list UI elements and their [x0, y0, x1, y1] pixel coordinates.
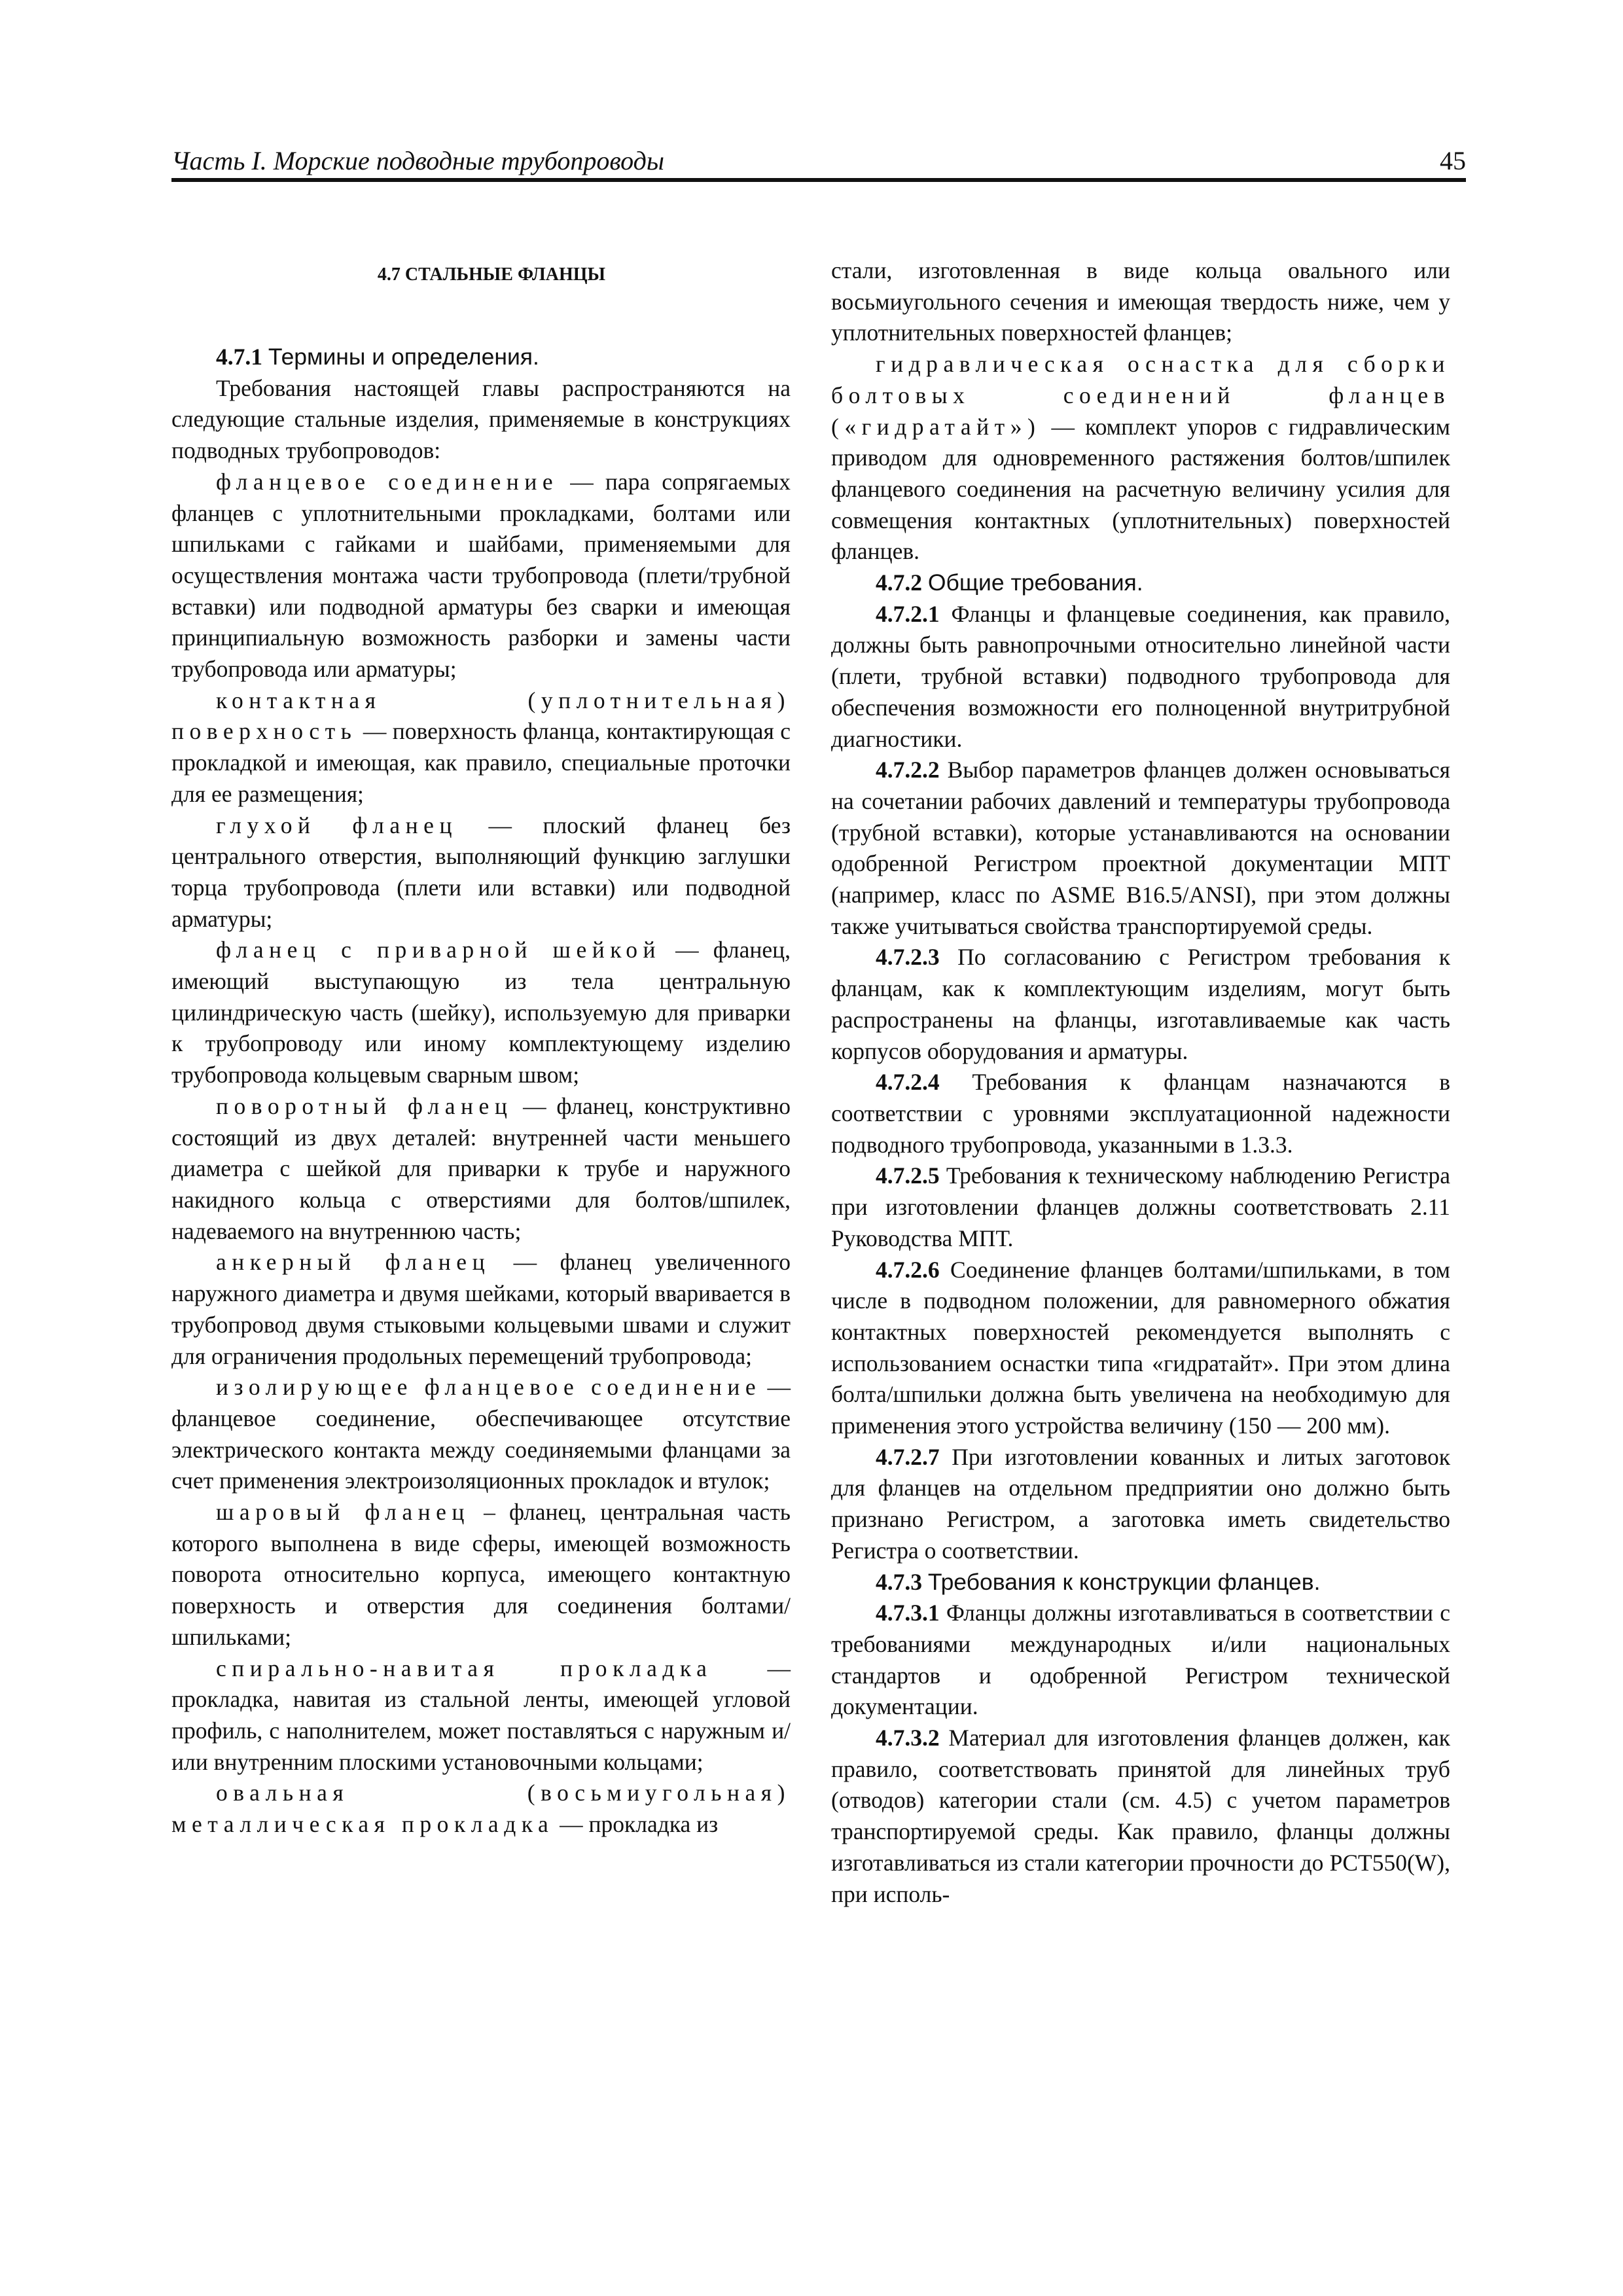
term: фланцевое соединение	[216, 468, 559, 495]
clause-number: 4.7.1	[216, 344, 262, 370]
clause-text: По согласованию с Регистром требования к фланцам, как к комплектующим изделиям, могут быть распространены на фланцы, изготавливаемые как часть корпусов оборудования и арматуры.	[831, 944, 1450, 1064]
paragraph-4-7-3-2	[831, 1723, 1450, 1910]
definition-text: – фланец, центральная часть которого выполнена в виде сферы, имеющей возможность поворота относительно корпуса, имеющего контактную поверхность и отверстия для соединения болтами/шпильками;	[171, 1499, 791, 1650]
running-header	[171, 145, 1466, 178]
clause-text: Фланцы и фланцевые соединения, как правило, должны быть равнопрочными относительно линейной части (плети, трубной вставки) подводного трубопровода для обеспечения возможности его полноценной внутритрубной диагностики.	[831, 600, 1451, 752]
clause-number: 4.7.3	[876, 1568, 922, 1595]
clause-number: 4.7.2.7	[876, 1443, 940, 1470]
definition-swivel-flange	[171, 1091, 791, 1247]
clause-title: Требования к конструкции фланцев.	[927, 1568, 1321, 1595]
definition-text: — фланец увеличенного наружного диаметра и двумя шейками, который вваривается в трубопровод двумя стыковыми кольцевыми швами и служит для ограничения продольных перемещений трубопровода;	[171, 1249, 791, 1369]
term: фланец с приварной шейкой	[216, 937, 662, 963]
paragraph-4-7-2-6	[831, 1255, 1450, 1442]
clause-text: Требования к техническому наблюдению Регистра при изготовлении фланцев должны соответствовать 2.11 Руководства МПТ.	[831, 1162, 1451, 1251]
intro-paragraph: Требования настоящей главы распространяются на следующие стальные изделия, применяемые в конструкциях подводных трубопроводов:	[171, 374, 791, 464]
clause-text: Соединение фланцев болтами/шпильками, в том числе в подводном положении, для равномерного обжатия контактных поверхностей рекомендуется выполнять с использованием оснастки типа «гидратайт». При этом длина болта/шпильки должна быть увеличена на необходимую для применения этого устройства величину (150 — 200 мм).	[831, 1256, 1450, 1439]
term: гидравлическая оснастка для сборки болтовых соединений фланцев («гидратайт»)	[831, 351, 1450, 440]
paragraph-4-7-2	[831, 567, 1450, 599]
term: глухой фланец	[216, 812, 457, 838]
term: анкерный фланец	[216, 1249, 491, 1276]
clause-number: 4.7.3.1	[876, 1600, 940, 1626]
term: шаровый фланец	[216, 1499, 470, 1526]
clause-number: 4.7.2.4	[876, 1069, 940, 1096]
clause-title: Общие требования.	[927, 569, 1143, 596]
paragraph-4-7-2-3	[831, 942, 1450, 1067]
term: изолирующее фланцевое соединение	[216, 1374, 762, 1401]
definition-ring-gasket	[171, 1778, 791, 1840]
definition-weld-neck-flange	[171, 935, 791, 1091]
paragraph-4-7-2-2	[831, 755, 1450, 942]
definition-text: — плоский фланец без центрального отверстия, выполняющий функцию заглушки торца трубопровода (плети или вставки) или подводной арматуры;	[171, 812, 791, 932]
term: спирально-навитая прокладка	[216, 1655, 713, 1681]
left-column	[171, 255, 791, 1840]
term: поворотный фланец	[216, 1092, 513, 1119]
paragraph-4-7-3-1	[831, 1598, 1450, 1723]
clause-number: 4.7.2.2	[876, 757, 940, 783]
term: овальная (восьмиугольная) металлическая прокладка	[171, 1780, 791, 1838]
part-title: Часть I. Морские подводные трубопроводы	[171, 146, 664, 175]
right-column	[831, 255, 1450, 1910]
definition-spiral-gasket	[171, 1653, 791, 1778]
paragraph-4-7-2-1	[831, 599, 1450, 755]
paragraph-4-7-1	[171, 342, 791, 373]
clause-text: Требования к фланцам назначаются в соответствии с уровнями эксплуатационной надежности подводного трубопровода, указанными в 1.3.3.	[831, 1069, 1451, 1158]
definition-flange-joint	[171, 467, 791, 685]
definition-text: — пара сопрягаемых фланцев с уплотнительными прокладками, болтами или шпильками с гайками и шайбами, применяемыми для осуществления монтажа части трубопровода (плети/трубной вставки) или подводной арматуры без сварки и имеющая принципиальную возможность разборки и замены части трубопровода или арматуры;	[171, 468, 791, 683]
definition-blind-flange	[171, 810, 791, 935]
definition-text: — фланцевое соединение, обеспечивающее отсутствие электрического контакта между соединяемыми фланцами за счет применения электроизоляционных прокладок и втулок;	[171, 1374, 791, 1494]
clause-title: Термины и определения.	[268, 344, 539, 370]
definition-anchor-flange	[171, 1247, 791, 1372]
continued-definition: стали, изготовленная в виде кольца овального или восьмиугольного сечения и имеющая твердость ниже, чем у уплотнительных поверхностей фланцев;	[831, 257, 1450, 346]
paragraph-4-7-2-4	[831, 1067, 1450, 1160]
paragraph-4-7-2-5	[831, 1160, 1450, 1254]
page-number: 45	[1440, 146, 1466, 175]
definition-text: — прокладка из	[560, 1811, 719, 1838]
term: контактная (уплотнительная) поверхность	[171, 687, 791, 745]
clause-text: При изготовлении кованных и литых заготовок для фланцев на отдельном предприятии оно должно быть признано Регистром, а заготовка иметь свидетельство Регистра о соответствии.	[831, 1443, 1450, 1564]
definition-text: — поверхность фланца, контактирующая с прокладкой и имеющая, как правило, специальные проточки для ее размещения;	[171, 718, 791, 807]
clause-number: 4.7.3.2	[876, 1725, 940, 1751]
definition-text: — комплект упоров с гидравлическим приводом для одновременного растяжения болтов/шпилек фланцевого соединения на расчетную величину усилия для совмещения контактных (уплотнительных) поверхностей фланцев.	[831, 413, 1451, 565]
definition-text: — прокладка, навитая из стальной ленты, имеющей угловой профиль, с наполнителем, может поставляться с наружным и/или внутренним плоскими установочными кольцами;	[171, 1655, 791, 1775]
clause-text: Выбор параметров фланцев должен основываться на сочетании рабочих давлений и температуры трубопровода (трубной вставки), которые устанавливаются на основании одобренной Регистром проектной документации МПТ (например, класс по ASME B16.5/ANSI), при этом должны также учитываться свойства транспортируемой среды.	[831, 757, 1451, 939]
clause-number: 4.7.2.3	[876, 944, 940, 971]
header-rule	[171, 178, 1466, 182]
section-title: 4.7 СТАЛЬНЫЕ ФЛАНЦЫ	[377, 264, 606, 285]
clause-number: 4.7.2.5	[876, 1162, 940, 1189]
paragraph-4-7-2-7	[831, 1442, 1450, 1567]
definition-text: — фланец, конструктивно состоящий из двух деталей: внутренней части меньшего диаметра с шейкой для приварки к трубе и наружного накидного кольца с отверстиями для болтов/шпилек, надеваемого на внутреннюю часть;	[171, 1092, 791, 1244]
clause-number: 4.7.2	[876, 569, 922, 596]
definition-ball-flange	[171, 1497, 791, 1653]
paragraph-4-7-3	[831, 1567, 1450, 1598]
clause-number: 4.7.2.6	[876, 1256, 940, 1283]
clause-text: Материал для изготовления фланцев должен, как правило, соответствовать принятой для линейных труб (отводов) категории стали (см. 4.5) с учетом параметров транспортируемой среды. Как правило, фланцы должны изготавливаться из стали категории прочности до PCT550(W), при исполь-	[831, 1725, 1451, 1907]
definition-contact-surface	[171, 685, 791, 810]
clause-number: 4.7.2.1	[876, 600, 940, 627]
definition-hydratight	[831, 349, 1450, 567]
clause-text: Фланцы должны изготавливаться в соответствии с требованиями международных и/или национальных стандартов и одобренной Регистром технической документации.	[831, 1600, 1451, 1720]
definition-insulating-joint	[171, 1372, 791, 1497]
definition-text: — фланец, имеющий выступающую из тела центральную цилиндрическую часть (шейку), используемую для приварки к трубопроводу или иному комплектующему изделию трубопровода кольцевым сварным швом;	[171, 937, 791, 1088]
